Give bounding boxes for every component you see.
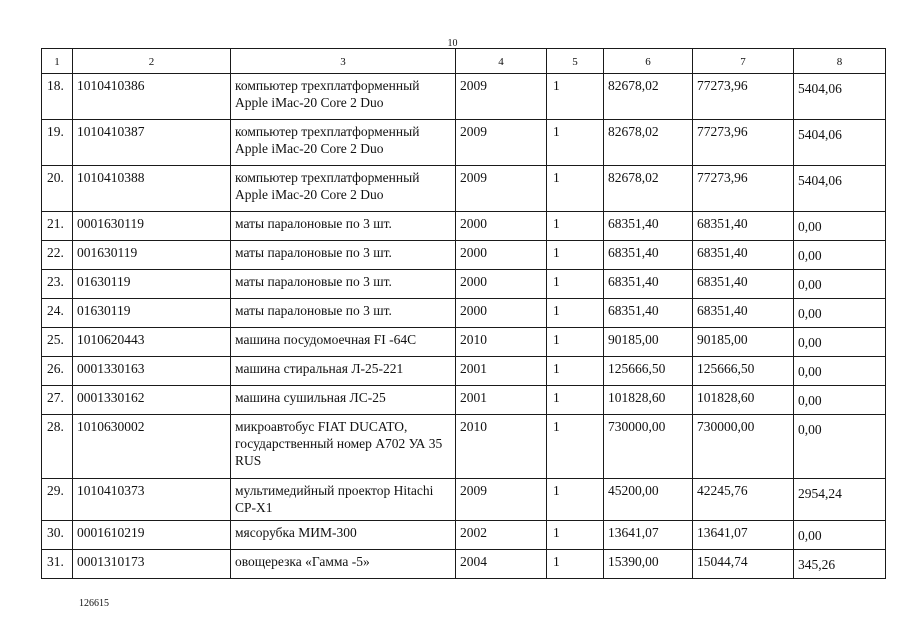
quantity-cell: 1 [547,241,604,270]
column-header: 2 [73,49,231,74]
quantity-cell: 1 [547,166,604,212]
depreciation-cell: 77273,96 [693,74,794,120]
quantity-cell: 1 [547,212,604,241]
row-number-cell: 27. [42,386,73,415]
table-row [42,415,886,479]
item-name-cell: машина стиральная Л-25-221 [231,357,456,386]
quantity-cell: 1 [547,74,604,120]
item-name-cell: микроавтобус FIAT DUCATO, государственный номер А702 УА 35 RUS [231,415,456,479]
residual-value-cell: 5404,06 [794,74,886,120]
book-value-cell: 82678,02 [604,166,693,212]
table-row [42,241,886,270]
row-number-cell: 24. [42,299,73,328]
book-value-cell: 82678,02 [604,74,693,120]
column-header: 4 [456,49,547,74]
table-row [42,212,886,241]
year-cell: 2010 [456,415,547,479]
inventory-code-cell: 01630119 [73,299,231,328]
residual-value-cell: 5404,06 [794,120,886,166]
inventory-code-cell: 1010410386 [73,74,231,120]
table-row [42,120,886,166]
year-cell: 2000 [456,270,547,299]
depreciation-cell: 101828,60 [693,386,794,415]
book-value-cell: 45200,00 [604,479,693,521]
residual-value-cell: 0,00 [794,386,886,415]
residual-value-cell: 5404,06 [794,166,886,212]
row-number-cell: 18. [42,74,73,120]
year-cell: 2009 [456,74,547,120]
item-name-cell: маты паралоновые по 3 шт. [231,212,456,241]
table-row [42,357,886,386]
book-value-cell: 730000,00 [604,415,693,479]
quantity-cell: 1 [547,120,604,166]
item-name-cell: компьютер трехплатформенный Apple iMac-20 Core 2 Duo [231,74,456,120]
quantity-cell: 1 [547,415,604,479]
depreciation-cell: 77273,96 [693,120,794,166]
depreciation-cell: 42245,76 [693,479,794,521]
item-name-cell: компьютер трехплатформенный Apple iMac-20 Core 2 Duo [231,120,456,166]
inventory-code-cell: 1010410388 [73,166,231,212]
residual-value-cell: 0,00 [794,415,886,479]
year-cell: 2001 [456,386,547,415]
book-value-cell: 68351,40 [604,212,693,241]
row-number-cell: 20. [42,166,73,212]
year-cell: 2010 [456,328,547,357]
row-number-cell: 30. [42,521,73,550]
inventory-code-cell: 1010410373 [73,479,231,521]
quantity-cell: 1 [547,270,604,299]
column-header: 1 [42,49,73,74]
column-header: 8 [794,49,886,74]
quantity-cell: 1 [547,328,604,357]
row-number-cell: 22. [42,241,73,270]
table-row [42,386,886,415]
depreciation-cell: 15044,74 [693,550,794,579]
book-value-cell: 101828,60 [604,386,693,415]
book-value-cell: 68351,40 [604,299,693,328]
depreciation-cell: 68351,40 [693,299,794,328]
quantity-cell: 1 [547,357,604,386]
book-value-cell: 125666,50 [604,357,693,386]
depreciation-cell: 90185,00 [693,328,794,357]
inventory-code-cell: 001630119 [73,241,231,270]
row-number-cell: 31. [42,550,73,579]
row-number-cell: 25. [42,328,73,357]
table-row [42,328,886,357]
inventory-code-cell: 1010620443 [73,328,231,357]
residual-value-cell: 2954,24 [794,479,886,521]
column-header: 6 [604,49,693,74]
row-number-cell: 28. [42,415,73,479]
item-name-cell: машина сушильная ЛС-25 [231,386,456,415]
residual-value-cell: 0,00 [794,521,886,550]
quantity-cell: 1 [547,479,604,521]
row-number-cell: 29. [42,479,73,521]
book-value-cell: 13641,07 [604,521,693,550]
table-row [42,270,886,299]
table-row [42,299,886,328]
inventory-code-cell: 0001630119 [73,212,231,241]
year-cell: 2000 [456,299,547,328]
residual-value-cell: 345,26 [794,550,886,579]
inventory-table [41,48,886,579]
inventory-code-cell: 1010410387 [73,120,231,166]
item-name-cell: мясорубка МИМ-300 [231,521,456,550]
book-value-cell: 82678,02 [604,120,693,166]
item-name-cell: маты паралоновые по 3 шт. [231,241,456,270]
year-cell: 2000 [456,212,547,241]
book-value-cell: 68351,40 [604,241,693,270]
inventory-code-cell: 0001310173 [73,550,231,579]
table-row [42,479,886,521]
column-header: 3 [231,49,456,74]
item-name-cell: мультимедийный проектор Hitachi CP-X1 [231,479,456,521]
quantity-cell: 1 [547,521,604,550]
column-header: 7 [693,49,794,74]
item-name-cell: маты паралоновые по 3 шт. [231,270,456,299]
row-number-cell: 21. [42,212,73,241]
depreciation-cell: 68351,40 [693,270,794,299]
depreciation-cell: 125666,50 [693,357,794,386]
item-name-cell: овощерезка «Гамма -5» [231,550,456,579]
depreciation-cell: 68351,40 [693,212,794,241]
inventory-code-cell: 01630119 [73,270,231,299]
table-header-row [42,49,886,74]
row-number-cell: 23. [42,270,73,299]
table-body [42,74,886,579]
residual-value-cell: 0,00 [794,270,886,299]
residual-value-cell: 0,00 [794,328,886,357]
table-row [42,521,886,550]
row-number-cell: 26. [42,357,73,386]
depreciation-cell: 730000,00 [693,415,794,479]
year-cell: 2009 [456,120,547,166]
year-cell: 2004 [456,550,547,579]
footer-code: 126615 [79,598,109,609]
book-value-cell: 68351,40 [604,270,693,299]
residual-value-cell: 0,00 [794,357,886,386]
residual-value-cell: 0,00 [794,212,886,241]
depreciation-cell: 77273,96 [693,166,794,212]
depreciation-cell: 68351,40 [693,241,794,270]
page-number: 10 [447,38,458,49]
depreciation-cell: 13641,07 [693,521,794,550]
year-cell: 2009 [456,479,547,521]
item-name-cell: компьютер трехплатформенный Apple iMac-20 Core 2 Duo [231,166,456,212]
row-number-cell: 19. [42,120,73,166]
table-row [42,74,886,120]
quantity-cell: 1 [547,299,604,328]
book-value-cell: 15390,00 [604,550,693,579]
residual-value-cell: 0,00 [794,299,886,328]
book-value-cell: 90185,00 [604,328,693,357]
year-cell: 2009 [456,166,547,212]
quantity-cell: 1 [547,550,604,579]
table-row [42,550,886,579]
inventory-code-cell: 1010630002 [73,415,231,479]
year-cell: 2000 [456,241,547,270]
inventory-code-cell: 0001330162 [73,386,231,415]
year-cell: 2002 [456,521,547,550]
quantity-cell: 1 [547,386,604,415]
inventory-code-cell: 0001610219 [73,521,231,550]
inventory-code-cell: 0001330163 [73,357,231,386]
table-row [42,166,886,212]
column-header: 5 [547,49,604,74]
item-name-cell: машина посудомоечная FI -64C [231,328,456,357]
residual-value-cell: 0,00 [794,241,886,270]
year-cell: 2001 [456,357,547,386]
item-name-cell: маты паралоновые по 3 шт. [231,299,456,328]
